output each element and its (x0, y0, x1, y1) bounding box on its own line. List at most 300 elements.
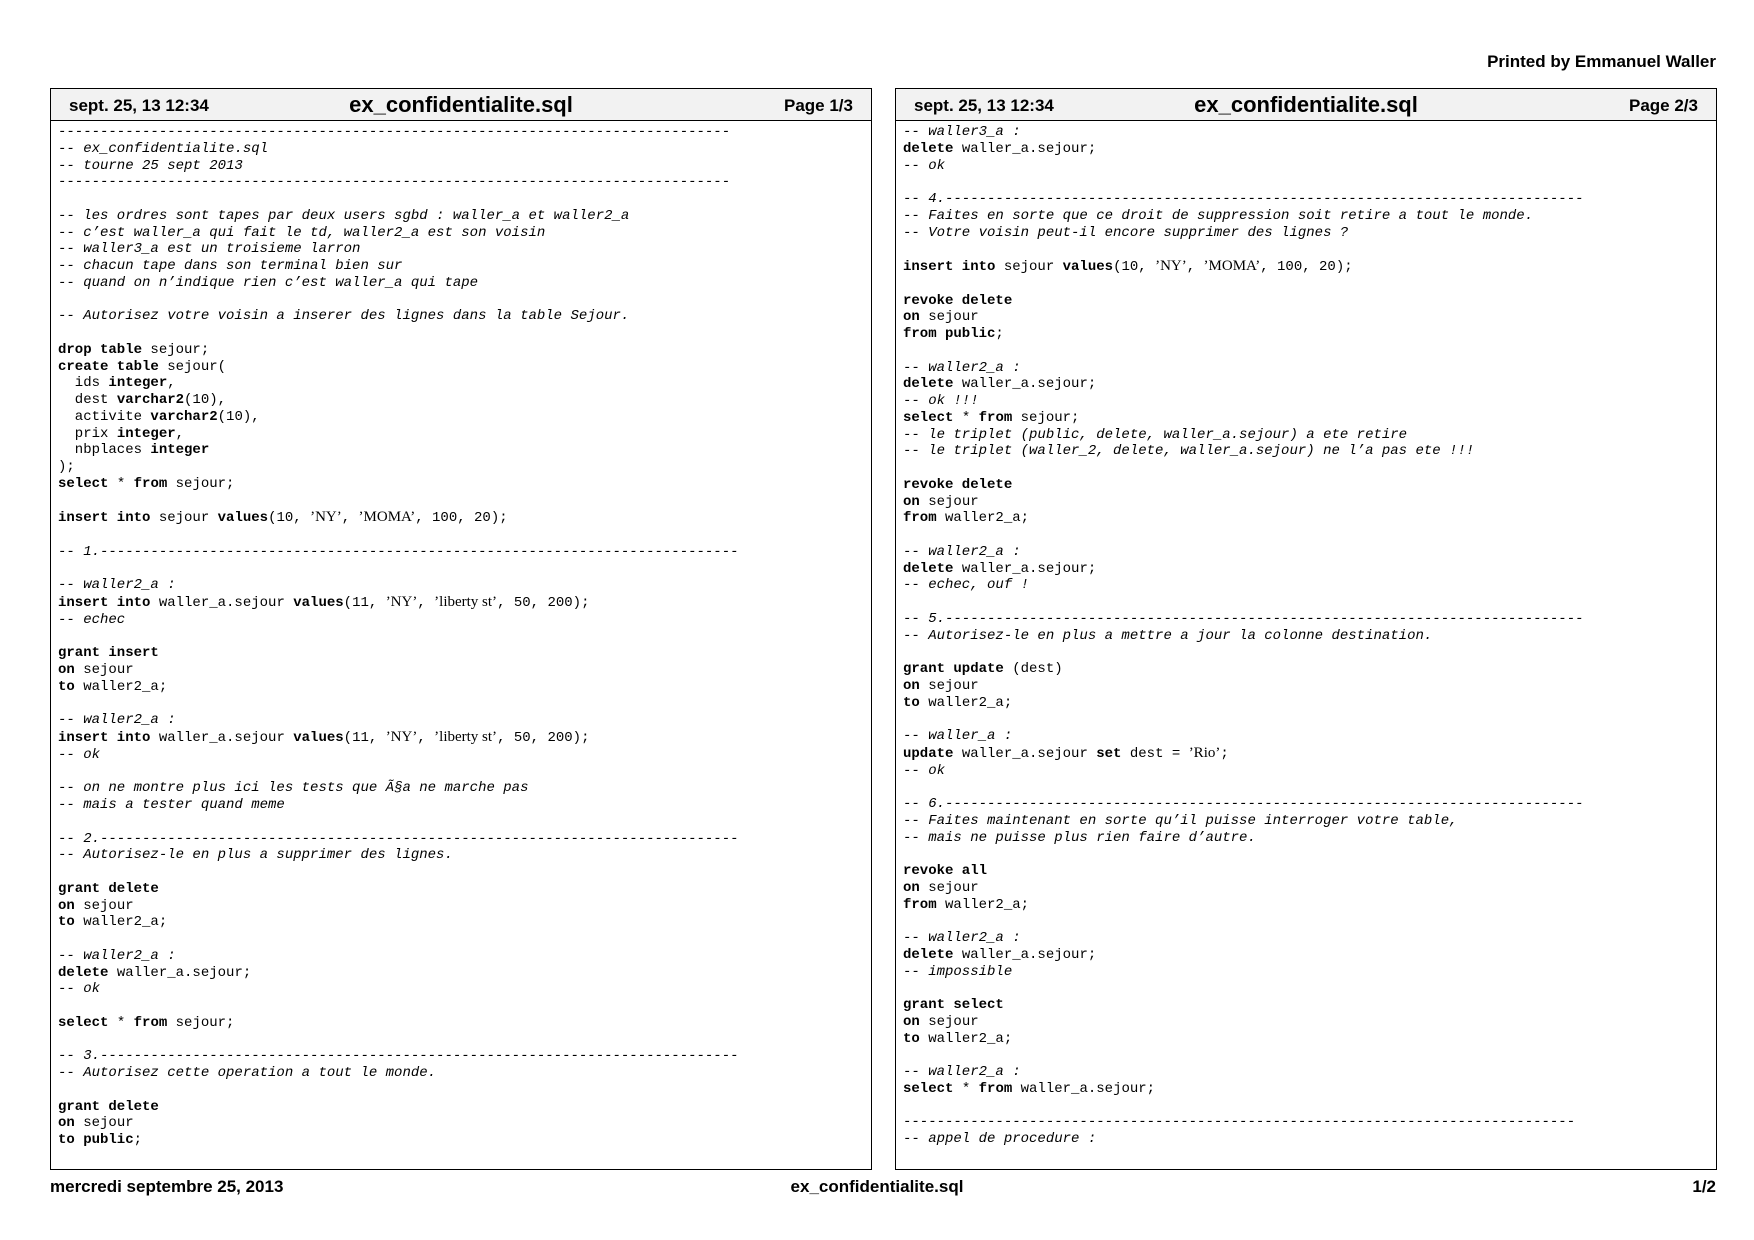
code-line (903, 913, 1716, 930)
code-line (58, 864, 871, 881)
code-comment: -- 2.---------------------------------------------------------------------------- (58, 830, 739, 847)
code-comment: -- les ordres sont tapes par deux users sgbd : waller_a et waller2_a (58, 207, 630, 224)
code-text: waller2_a; (919, 1030, 1013, 1047)
code-text: waller2_a; (919, 694, 1013, 711)
code-line (903, 897, 1716, 914)
code-keyword: values (293, 595, 344, 611)
code-keyword: delete (58, 964, 109, 981)
code-text: (10), (184, 392, 227, 408)
code-line (58, 476, 871, 493)
code-text: , 50, 200); (497, 730, 590, 746)
code-line (58, 645, 871, 662)
code-line (903, 846, 1716, 863)
code-text: waller2_a; (74, 914, 168, 931)
code-comment: -- ok (58, 746, 101, 763)
page-header-date: sept. 25, 13 12:34 (914, 96, 1054, 115)
code-keyword: from (903, 510, 937, 527)
code-comment: -- chacun tape dans son terminal bien sur (58, 258, 403, 274)
code-line (903, 1014, 1716, 1031)
code-line (58, 831, 871, 848)
code-comment: -- quand on n’indique rien c’est waller_a qui tape (58, 274, 479, 291)
code-keyword: delete (903, 946, 954, 963)
code-line (903, 1114, 1716, 1131)
code-line (903, 477, 1716, 494)
code-text: sejour (919, 493, 979, 510)
code-line (58, 629, 871, 646)
code-keyword: grant select (903, 997, 1004, 1013)
code-keyword: integer (108, 375, 168, 392)
code-comment: -- 6.---------------------------------------------------------------------------- (903, 796, 1584, 812)
code-line (903, 241, 1716, 258)
code-line (58, 914, 871, 931)
code-comment: -- 1.---------------------------------------------------------------------------- (58, 543, 739, 560)
listing-page-1 (50, 88, 872, 1170)
code-line (903, 141, 1716, 158)
code-line (903, 1131, 1716, 1148)
code-line (58, 225, 871, 242)
code-text: nbplaces (58, 442, 151, 459)
code-line (903, 510, 1716, 527)
code-string: ’liberty st’ (434, 729, 498, 745)
code-line (903, 964, 1716, 981)
code-line (903, 830, 1716, 847)
code-line (58, 847, 871, 864)
code-line (58, 158, 871, 175)
code-text: sejour (995, 259, 1063, 275)
code-keyword: to (903, 694, 920, 711)
code-comment: -- waller2_a : (58, 947, 176, 964)
code-comment: -- le triplet (public, delete, waller_a.sejour) a ete retire (903, 426, 1408, 443)
code-line (903, 813, 1716, 830)
code-line (58, 308, 871, 325)
code-text: prix (58, 425, 117, 442)
code-text: waller_a.sejour (150, 730, 294, 746)
code-line (58, 1032, 871, 1049)
code-text: sejour (919, 1013, 979, 1030)
code-line (58, 1065, 871, 1082)
code-line (903, 594, 1716, 611)
code-line (58, 174, 871, 191)
code-text: (10, (268, 510, 311, 527)
code-keyword: on (58, 1115, 75, 1132)
code-text: waller_a.sejour (953, 745, 1097, 762)
code-keyword: delete (903, 560, 954, 577)
code-comment: -- waller2_a : (903, 930, 1021, 946)
code-line (58, 747, 871, 764)
code-comment: -- ok (58, 981, 101, 998)
code-line (903, 208, 1716, 225)
code-line (903, 1098, 1716, 1115)
code-text: dest = (1121, 745, 1189, 762)
code-keyword: grant delete (58, 880, 159, 897)
code-line (903, 577, 1716, 594)
code-line (903, 628, 1716, 645)
code-line (58, 392, 871, 409)
code-line (58, 124, 871, 141)
code-text: ids (58, 375, 109, 392)
code-text: activite (58, 408, 151, 425)
code-text: sejour( (158, 358, 227, 375)
code-line (903, 258, 1716, 276)
code-text: sejour (74, 897, 134, 914)
code-line (903, 1081, 1716, 1098)
code-line (58, 948, 871, 965)
code-text: ; (133, 1132, 143, 1148)
code-text: (10, (1113, 259, 1156, 275)
code-line (903, 427, 1716, 444)
code-line (58, 493, 871, 510)
code-line (903, 779, 1716, 796)
code-line (58, 359, 871, 376)
code-line (903, 293, 1716, 310)
code-comment: -- mais a tester quand meme (58, 797, 285, 813)
code-comment: -- waller2_a : (903, 1064, 1021, 1080)
code-line (903, 326, 1716, 343)
code-keyword: integer (116, 425, 176, 442)
code-string: ’MOMA’ (358, 509, 416, 526)
code-text: , (417, 730, 435, 746)
code-line (903, 796, 1716, 813)
code-keyword: select (903, 409, 954, 426)
code-keyword: on (903, 309, 920, 326)
code-line (58, 898, 871, 915)
code-line (903, 611, 1716, 628)
code-keyword: create table (58, 358, 159, 375)
code-line (903, 174, 1716, 191)
code-text: , 100, 20); (1260, 259, 1353, 275)
code-keyword: select (58, 475, 109, 492)
code-comment: -- ex_confidentialite.sql (58, 140, 269, 157)
footer-sheet-number: 1/2 (1692, 1177, 1716, 1196)
code-keyword: values (293, 730, 344, 746)
code-text: ; (995, 326, 1004, 342)
code-line (903, 880, 1716, 897)
code-text: sejour; (1012, 409, 1080, 426)
code-line (903, 527, 1716, 544)
code-line (58, 594, 871, 612)
listing-page-2 (895, 88, 1717, 1170)
code-keyword: on (903, 879, 920, 896)
code-line (58, 426, 871, 443)
code-string: ’NY’ (385, 729, 418, 745)
code-keyword: grant insert (58, 645, 159, 662)
code-keyword: varchar2 (150, 408, 218, 425)
code-text: * (108, 475, 134, 492)
code-text: sejour; (167, 1014, 235, 1031)
code-text: waller_a.sejour; (1012, 1080, 1156, 1097)
code-comment: -- Autorisez-le en plus a mettre a jour la colonne destination. (903, 627, 1433, 644)
code-keyword: on (903, 677, 920, 694)
page-header-filename: ex_confidentialite.sql (349, 92, 573, 117)
code-line (58, 409, 871, 426)
code-line (58, 1048, 871, 1065)
code-line (58, 931, 871, 948)
code-keyword: to public (58, 1132, 134, 1148)
code-comment: -- ok (903, 157, 946, 174)
code-line (58, 1082, 871, 1099)
code-keyword: delete (903, 140, 954, 157)
code-keyword: from (903, 896, 937, 913)
page-header (896, 89, 1716, 121)
code-keyword: insert into (58, 510, 151, 527)
code-keyword: insert into (58, 730, 151, 746)
code-line (903, 124, 1716, 141)
code-line (903, 494, 1716, 511)
code-line (903, 947, 1716, 964)
page-header (51, 89, 871, 121)
code-keyword: grant delete (58, 1098, 159, 1115)
code-line (903, 410, 1716, 427)
code-string: ’Rio’ (1188, 744, 1221, 761)
code-line (903, 1031, 1716, 1048)
code-comment: -- 4.---------------------------------------------------------------------------- (903, 191, 1584, 207)
code-line (903, 544, 1716, 561)
code-keyword: from (978, 409, 1013, 426)
code-comment: -- ok (903, 762, 946, 779)
footer-filename: ex_confidentialite.sql (790, 1177, 964, 1196)
code-keyword: update (903, 745, 954, 762)
code-text: sejour (919, 879, 979, 896)
code-text: sejour (919, 677, 979, 694)
code-string: ’NY’ (1155, 258, 1187, 274)
code-text: * (953, 1080, 979, 1097)
code-line (58, 141, 871, 158)
code-keyword: on (903, 1013, 920, 1030)
code-line (58, 981, 871, 998)
code-comment: -- waller3_a est un troisieme larron (58, 241, 361, 258)
code-line (58, 1115, 871, 1132)
code-text: waller_a.sejour; (953, 946, 1097, 963)
code-line (58, 1099, 871, 1116)
code-line (58, 764, 871, 781)
code-line (58, 241, 871, 258)
code-line (903, 158, 1716, 175)
code-line (58, 442, 871, 459)
code-text: waller_a.sejour; (953, 140, 1097, 157)
code-text: , (175, 425, 185, 442)
code-keyword: from (133, 475, 168, 492)
code-comment: -- Faites maintenant en sorte qu’il puisse interroger votre table, (903, 812, 1458, 829)
code-text: waller_a.sejour; (953, 376, 1097, 393)
code-line (58, 780, 871, 797)
page-header-page-number: Page 1/3 (784, 96, 853, 115)
code-keyword: delete (903, 376, 954, 393)
code-text: waller_a.sejour (150, 595, 294, 611)
code-text: waller2_a; (936, 510, 1030, 527)
code-keyword: on (903, 493, 920, 510)
code-line (58, 679, 871, 696)
code-keyword: to (58, 678, 75, 695)
code-comment: -- impossible (903, 963, 1013, 980)
code-text: , (341, 510, 359, 527)
code-line (903, 1047, 1716, 1064)
code-comment: -- echec, ouf ! (903, 577, 1030, 594)
code-comment: -- on ne montre plus ici les tests que Ã§a ne marche pas (58, 780, 529, 797)
code-keyword: revoke delete (903, 476, 1013, 493)
code-text: (11, (343, 595, 386, 611)
code-line (58, 544, 871, 561)
code-keyword: integer (150, 442, 210, 459)
code-line (58, 561, 871, 578)
code-line (58, 712, 871, 729)
code-string: ’MOMA’ (1203, 258, 1261, 274)
code-line (58, 881, 871, 898)
code-line (903, 695, 1716, 712)
code-keyword: values (1062, 259, 1114, 275)
code-text: sejour (74, 662, 134, 678)
code-line (58, 527, 871, 544)
code-text: ; (1220, 745, 1229, 762)
code-line (903, 443, 1716, 460)
code-line (903, 711, 1716, 728)
code-text: , 100, 20); (415, 510, 508, 527)
code-comment: -- le triplet (waller_2, delete, waller_a.sejour) ne l’a pas ete !!! (903, 443, 1475, 460)
code-comment: -- c’est waller_a qui fait le td, waller2_a est son voisin (58, 224, 546, 241)
code-comment: -- Autorisez cette operation a tout le monde. (58, 1065, 437, 1081)
code-comment: -- 5.---------------------------------------------------------------------------- (903, 610, 1584, 627)
code-comment: -- tourne 25 sept 2013 (58, 157, 243, 174)
code-keyword: drop table (58, 341, 143, 358)
code-comment: -- Autorisez-le en plus a supprimer des lignes. (58, 847, 453, 864)
code-line (58, 191, 871, 208)
code-comment: -- echec (58, 611, 126, 628)
code-comment: -- waller2_a : (58, 577, 176, 594)
code-line (903, 343, 1716, 360)
code-comment: -- Faites en sorte que ce droit de suppression soit retire a tout le monde. (903, 207, 1534, 224)
code-keyword: revoke all (903, 863, 988, 879)
code-line (903, 561, 1716, 578)
code-line (903, 360, 1716, 377)
code-keyword: on (58, 897, 75, 914)
code-keyword: from (133, 1014, 168, 1031)
code-listing (896, 121, 1716, 1164)
printed-by-label: Printed by Emmanuel Waller (1487, 52, 1716, 71)
code-line (903, 460, 1716, 477)
code-line (58, 965, 871, 982)
code-comment: -- appel de procedure : (903, 1131, 1097, 1147)
code-listing (51, 121, 871, 1164)
code-line (903, 1064, 1716, 1081)
code-comment: -- 3.---------------------------------------------------------------------------- (58, 1048, 739, 1065)
code-line (58, 1132, 871, 1149)
code-line (903, 745, 1716, 763)
code-text: waller2_a; (74, 678, 168, 695)
code-line (58, 459, 871, 476)
code-keyword: from (978, 1080, 1013, 1097)
code-string: ’NY’ (385, 594, 418, 610)
code-text: sejour (919, 309, 979, 326)
code-text: (dest) (1003, 661, 1063, 677)
code-keyword: to (58, 914, 75, 931)
code-line (58, 729, 871, 747)
code-keyword: select (58, 1014, 109, 1031)
code-keyword: grant update (903, 661, 1004, 677)
code-comment: -- Votre voisin peut-il encore supprimer des lignes ? (903, 224, 1349, 241)
code-line (903, 980, 1716, 997)
code-keyword: on (58, 662, 75, 678)
code-keyword: revoke delete (903, 292, 1013, 309)
code-line (903, 930, 1716, 947)
page-header-page-number: Page 2/3 (1629, 96, 1698, 115)
code-comment: -- ok !!! (903, 393, 979, 409)
code-text: , (167, 375, 176, 392)
code-text: sejour (150, 510, 218, 527)
code-line (903, 997, 1716, 1014)
page-header-date: sept. 25, 13 12:34 (69, 96, 209, 115)
code-comment: -- Autorisez votre voisin a inserer des lignes dans la table Sejour. (58, 308, 630, 325)
code-line (58, 998, 871, 1015)
code-line (58, 292, 871, 309)
code-text: , (1186, 259, 1204, 275)
code-text: * (108, 1014, 134, 1031)
code-line (903, 309, 1716, 326)
code-text: sejour (74, 1115, 134, 1132)
code-line (58, 275, 871, 292)
code-line (903, 728, 1716, 745)
code-line (58, 814, 871, 831)
code-comment: -- waller2_a : (58, 712, 176, 729)
code-comment: -- waller_a : (903, 728, 1013, 744)
code-comment: -------------------------------------------------------------------------------- (903, 1114, 1576, 1131)
code-line (58, 325, 871, 342)
code-keyword: select (903, 1080, 954, 1097)
code-keyword: to (903, 1030, 920, 1047)
code-comment: -------------------------------------------------------------------------------- (58, 174, 731, 191)
code-keyword: insert into (903, 259, 996, 275)
code-text: waller_a.sejour; (953, 560, 1097, 577)
code-line (58, 208, 871, 225)
code-line (903, 661, 1716, 678)
code-line (903, 678, 1716, 695)
code-string: ’NY’ (310, 509, 342, 526)
page-header-filename: ex_confidentialite.sql (1194, 92, 1418, 117)
code-keyword: set (1096, 745, 1122, 762)
code-line (58, 696, 871, 713)
code-text: sejour; (167, 475, 235, 492)
code-text: waller2_a; (936, 896, 1030, 913)
code-line (903, 393, 1716, 410)
code-line (903, 644, 1716, 661)
code-text: , 50, 200); (497, 595, 590, 611)
code-line (58, 258, 871, 275)
code-line (903, 376, 1716, 393)
code-line (58, 797, 871, 814)
code-text: sejour; (142, 341, 210, 358)
code-line (58, 509, 871, 527)
code-line (58, 612, 871, 629)
code-text: ); (58, 459, 75, 475)
code-keyword: from public (903, 326, 996, 342)
code-line (903, 191, 1716, 208)
code-line (58, 577, 871, 594)
footer-date: mercredi septembre 25, 2013 (50, 1177, 284, 1196)
code-comment: -- mais ne puisse plus rien faire d’autre. (903, 829, 1256, 846)
code-keyword: varchar2 (116, 392, 185, 408)
code-comment: -------------------------------------------------------------------------------- (58, 124, 731, 140)
code-text: dest (58, 392, 117, 408)
code-line (903, 276, 1716, 293)
code-line (58, 342, 871, 359)
code-text: (11, (343, 730, 386, 746)
code-text: (10), (217, 408, 260, 425)
code-comment: -- waller2_a : (903, 543, 1021, 560)
code-keyword: insert into (58, 595, 151, 611)
code-line (903, 225, 1716, 242)
code-line (903, 763, 1716, 780)
code-text: * (953, 409, 979, 426)
code-line (58, 375, 871, 392)
code-line (903, 863, 1716, 880)
